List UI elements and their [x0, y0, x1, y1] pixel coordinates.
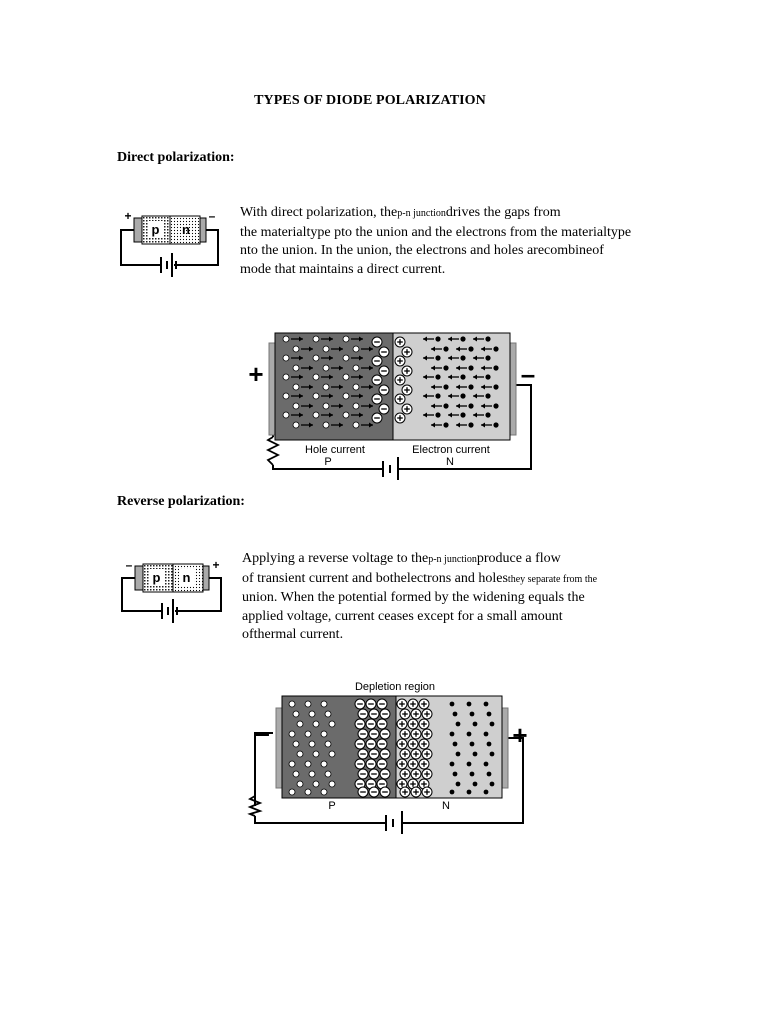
donor-ion [408, 739, 418, 749]
electron-current-label: Electron current [412, 444, 490, 456]
text-run: produce a flow [476, 551, 561, 566]
acceptor-ion [380, 749, 390, 759]
text-run: applied voltage, current ceases except for a small amount [242, 608, 563, 624]
acceptor-ion [366, 719, 376, 729]
hole [323, 422, 329, 428]
text-run: they separate from the [507, 573, 598, 585]
hole [283, 393, 289, 399]
donor-ion [400, 709, 410, 719]
donor-ion [395, 337, 405, 347]
acceptor-ion [358, 709, 368, 719]
electron [485, 393, 490, 398]
electron [456, 782, 461, 787]
electron [470, 712, 475, 717]
hole [293, 384, 299, 390]
p-label: p [151, 222, 160, 237]
donor-ion [397, 699, 407, 709]
text-run: ofthermal current. [242, 627, 344, 642]
acceptor-ion [380, 769, 390, 779]
minus-terminal: – [520, 359, 536, 389]
electron [435, 374, 440, 379]
hole [323, 384, 329, 390]
acceptor-ion [369, 749, 379, 759]
acceptor-ion [366, 759, 376, 769]
paragraph-line [240, 204, 631, 224]
paragraph-line [240, 261, 631, 280]
electron [473, 782, 478, 787]
electron [467, 790, 472, 795]
acceptor-ion [379, 404, 389, 414]
n-region-label: N [446, 456, 454, 468]
hole [283, 355, 289, 361]
plus-terminal: + [512, 720, 528, 750]
acceptor-ion [355, 719, 365, 729]
text-run: nto the union. In the union, the electrons and holes arecombineof [240, 243, 604, 258]
reverse-bias-junction-diagram [240, 678, 540, 838]
electron [435, 355, 440, 360]
hole [353, 384, 359, 390]
hole [289, 731, 295, 737]
text-run: of transient current and bothelectrons and holes [242, 570, 508, 586]
hole [343, 412, 349, 418]
hole-current-label: Hole current [305, 444, 365, 456]
acceptor-ion [366, 739, 376, 749]
donor-ion [422, 787, 432, 797]
acceptor-ion [358, 749, 368, 759]
acceptor-ion [377, 759, 387, 769]
donor-ion [402, 366, 412, 376]
electron [467, 702, 472, 707]
hole [343, 355, 349, 361]
p-region-label: P [324, 456, 332, 468]
electron [485, 412, 490, 417]
acceptor-ion [377, 719, 387, 729]
electron [485, 355, 490, 360]
donor-ion [422, 709, 432, 719]
hole [323, 346, 329, 352]
electron [485, 374, 490, 379]
hole [329, 751, 335, 757]
donor-ion [402, 385, 412, 395]
plus-sign: + [124, 209, 132, 223]
text-run: p-n junction [397, 208, 446, 219]
hole [343, 393, 349, 399]
donor-ion [411, 709, 421, 719]
donor-ion [402, 404, 412, 414]
hole [293, 346, 299, 352]
donor-ion [411, 769, 421, 779]
acceptor-ion [379, 385, 389, 395]
acceptor-ion [358, 787, 368, 797]
text-run: Applying a reverse voltage to the [242, 551, 429, 566]
acceptor-ion [377, 739, 387, 749]
electron [435, 412, 440, 417]
electron [443, 365, 448, 370]
hole [313, 412, 319, 418]
text-run: drives the gaps from [445, 205, 561, 220]
electron [484, 732, 489, 737]
donor-ion [395, 356, 405, 366]
electron [470, 742, 475, 747]
hole [313, 751, 319, 757]
hole [321, 761, 327, 767]
acceptor-ion [366, 699, 376, 709]
hole [293, 741, 299, 747]
hole [283, 374, 289, 380]
acceptor-ion [355, 699, 365, 709]
donor-ion [400, 729, 410, 739]
acceptor-ion [358, 729, 368, 739]
hole [313, 781, 319, 787]
electron [487, 712, 492, 717]
acceptor-ion [379, 366, 389, 376]
electron [490, 722, 495, 727]
donor-ion [395, 375, 405, 385]
hole [343, 374, 349, 380]
electron [468, 422, 473, 427]
hole [309, 771, 315, 777]
acceptor-ion [379, 347, 389, 357]
acceptor-ion [358, 769, 368, 779]
paragraph-line [240, 242, 631, 261]
hole [305, 761, 311, 767]
hole [313, 721, 319, 727]
electron [493, 384, 498, 389]
electron [468, 403, 473, 408]
hole [353, 403, 359, 409]
electron [453, 712, 458, 717]
acceptor-ion [377, 699, 387, 709]
electron [487, 742, 492, 747]
donor-ion [408, 719, 418, 729]
minus-sign: – [125, 558, 133, 572]
electron [460, 355, 465, 360]
hole [305, 731, 311, 737]
acceptor-ion [369, 709, 379, 719]
electron [460, 374, 465, 379]
acceptor-ion [355, 739, 365, 749]
hole [293, 365, 299, 371]
electron [468, 365, 473, 370]
hole [293, 771, 299, 777]
acceptor-ion [380, 787, 390, 797]
paragraph-line [242, 550, 597, 570]
electron [468, 346, 473, 351]
page-title: TYPES OF DIODE POLARIZATION [254, 93, 486, 108]
electron [450, 702, 455, 707]
hole [313, 336, 319, 342]
donor-ion [419, 739, 429, 749]
electron [450, 790, 455, 795]
hole [353, 422, 359, 428]
direct-paragraph [240, 204, 631, 279]
hole [323, 365, 329, 371]
electron [443, 403, 448, 408]
hole [313, 393, 319, 399]
electron [493, 403, 498, 408]
n-label: n [182, 222, 190, 237]
donor-ion [397, 739, 407, 749]
donor-ion [411, 787, 421, 797]
hole [289, 789, 295, 795]
acceptor-ion [372, 356, 382, 366]
electron [453, 742, 458, 747]
donor-ion [419, 759, 429, 769]
reverse-bias-small-diagram [117, 556, 229, 626]
p-label: p [152, 570, 161, 585]
donor-ion [419, 699, 429, 709]
hole [353, 346, 359, 352]
hole [309, 741, 315, 747]
text-run: union. When the potential formed by the widening equals the [242, 590, 585, 605]
donor-ion [395, 394, 405, 404]
text-run: With direct polarization, the [240, 205, 398, 220]
direct-bias-small-diagram [116, 208, 226, 278]
plus-terminal: + [248, 359, 264, 389]
electron [470, 772, 475, 777]
donor-ion [411, 749, 421, 759]
donor-ion [400, 787, 410, 797]
hole [325, 771, 331, 777]
electron [456, 722, 461, 727]
acceptor-ion [380, 729, 390, 739]
acceptor-ion [372, 375, 382, 385]
donor-ion [397, 759, 407, 769]
electron [435, 336, 440, 341]
electron [453, 772, 458, 777]
hole [293, 711, 299, 717]
paragraph-line [242, 608, 597, 627]
donor-ion [402, 347, 412, 357]
electron [484, 702, 489, 707]
donor-ion [422, 749, 432, 759]
donor-ion [408, 759, 418, 769]
acceptor-ion [380, 709, 390, 719]
hole [297, 751, 303, 757]
acceptor-ion [369, 787, 379, 797]
hole [313, 355, 319, 361]
hole [289, 761, 295, 767]
hole [329, 721, 335, 727]
text-run: mode that maintains a direct current. [240, 261, 446, 277]
n-region-label: N [442, 800, 450, 812]
electron [484, 762, 489, 767]
donor-ion [400, 769, 410, 779]
plus-sign: + [212, 558, 220, 572]
n-label: n [182, 570, 191, 585]
hole [309, 711, 315, 717]
electron [493, 346, 498, 351]
electron [435, 393, 440, 398]
donor-ion [419, 719, 429, 729]
donor-ion [397, 719, 407, 729]
hole [321, 789, 327, 795]
donor-ion [408, 699, 418, 709]
paragraph-line [242, 626, 597, 645]
electron [490, 752, 495, 757]
hole [343, 336, 349, 342]
donor-ion [400, 749, 410, 759]
electron [468, 384, 473, 389]
hole [323, 403, 329, 409]
hole [297, 781, 303, 787]
reverse-polarization-heading: Reverse polarization: [117, 494, 245, 509]
donor-ion [422, 769, 432, 779]
reverse-paragraph [242, 550, 597, 645]
hole [321, 731, 327, 737]
electron [456, 752, 461, 757]
electron [490, 782, 495, 787]
electron [460, 336, 465, 341]
electron [443, 422, 448, 427]
electron [484, 790, 489, 795]
acceptor-ion [372, 413, 382, 423]
hole [297, 721, 303, 727]
hole [283, 336, 289, 342]
hole [325, 711, 331, 717]
forward-bias-junction-diagram [238, 325, 538, 480]
hole [305, 701, 311, 707]
donor-ion [422, 729, 432, 739]
electron [487, 772, 492, 777]
hole [283, 412, 289, 418]
hole [313, 374, 319, 380]
hole [353, 365, 359, 371]
paragraph-line [240, 224, 631, 243]
acceptor-ion [372, 394, 382, 404]
acceptor-ion [372, 337, 382, 347]
electron [450, 762, 455, 767]
acceptor-ion [369, 729, 379, 739]
hole [325, 741, 331, 747]
hole [289, 701, 295, 707]
hole [293, 422, 299, 428]
text-run: p-n junction [428, 554, 477, 565]
hole [321, 701, 327, 707]
electron [473, 722, 478, 727]
electron [467, 732, 472, 737]
electron [473, 752, 478, 757]
minus-terminal: – [254, 717, 270, 748]
hole [329, 781, 335, 787]
electron [460, 412, 465, 417]
depletion-region-label: Depletion region [354, 681, 436, 693]
p-region-label: P [328, 800, 336, 812]
electron [443, 384, 448, 389]
electron [485, 336, 490, 341]
direct-polarization-heading: Direct polarization: [117, 150, 235, 165]
text-run: the materialtype pto the union and the electrons from the materialtype [240, 224, 632, 240]
hole [305, 789, 311, 795]
donor-ion [395, 413, 405, 423]
electron [493, 365, 498, 370]
acceptor-ion [355, 759, 365, 769]
electron [443, 346, 448, 351]
electron [493, 422, 498, 427]
paragraph-line [242, 570, 597, 590]
paragraph-line [242, 589, 597, 608]
electron [460, 393, 465, 398]
acceptor-ion [369, 769, 379, 779]
electron [450, 732, 455, 737]
minus-sign: – [208, 209, 216, 223]
donor-ion [411, 729, 421, 739]
electron [467, 762, 472, 767]
hole [293, 403, 299, 409]
